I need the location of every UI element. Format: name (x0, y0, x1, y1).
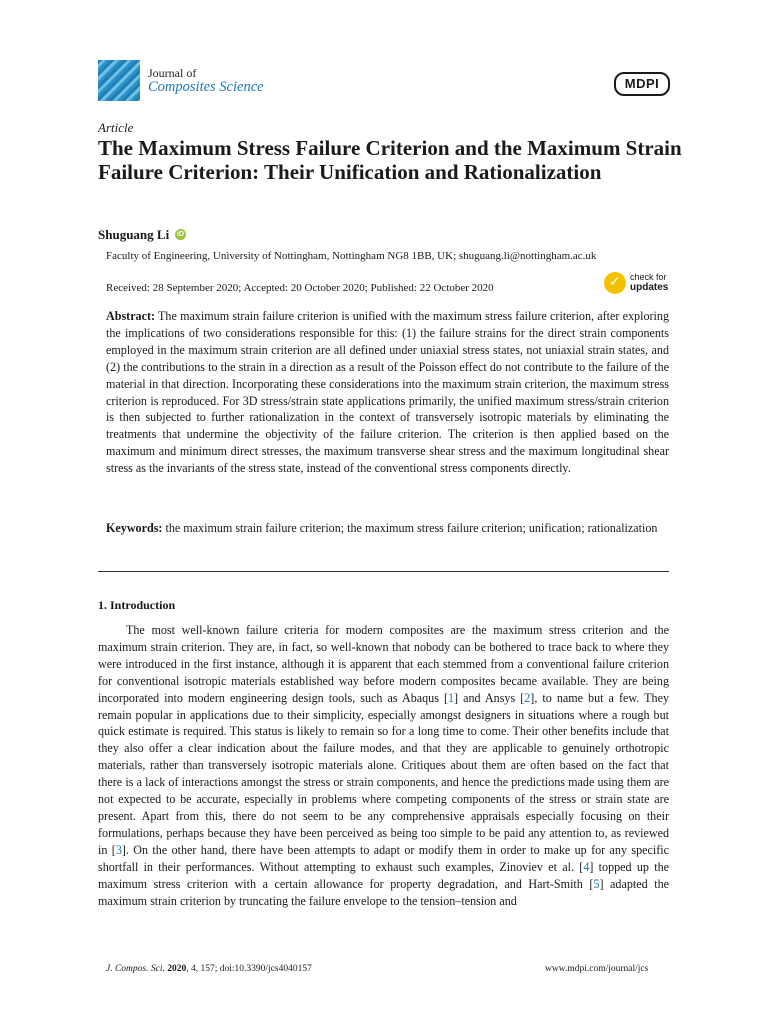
intro-text-1: The most well-known failure criteria for modern composites are the maximum stress criterion and the maximum strain criterion. They are, in fact, so well-known that nobody can be bothered to trace back to where they were introduced in the first instance, although it is apparent that each stemmed from a conventional failure criterion for conventional isotropic materials established way before modern composites became available. They are being incorporated into modern engineering design tools, such as Abaqus [ (98, 623, 669, 705)
checkmark-icon: ✓ (609, 274, 621, 290)
introduction-paragraph (98, 622, 669, 909)
citation-link[interactable]: 3 (115, 842, 122, 857)
article-type: Article (98, 120, 134, 135)
footer-volume-doi: , 4, 157; doi:10.3390/jcs4040157 (186, 964, 312, 974)
keywords-text: the maximum strain failure criterion; the maximum stress failure criterion; unification; rationalization (165, 521, 658, 535)
footer-journal-abbr: J. Compos. Sci. (106, 964, 165, 974)
citation-link[interactable]: 5 (593, 876, 600, 891)
abstract-text: The maximum strain failure criterion is unified with the maximum stress failure criterion, after exploring the implications of two considerations responsible for this: (1) the failure strains for the direct strain components employed in the maximum strain criterion are all defined under uniaxial stress states, not uniaxial strain states, and (2) the contributions to the strain in a direction as a result of the Poisson effect do not contribute to the failure of the material in that direction. Incorporating these considerations into the maximum strain criterion, the maximum stress criterion is reproduced. For 3D stress/strain state applications primarily, the unified maximum stress/strain criterion is then subjected to further rationalization in the context of transversely isotropic materials by eliminating the treatments that undermine the objectivity of the failure criterion. The criterion is then applied based on the maximum and minimum direct stresses, the maximum transverse shear stress and the maximum longitudinal shear stress as the invariants of the stress state, instead of the conventional stress components directly. (106, 309, 669, 476)
citation-link[interactable]: 2 (524, 690, 531, 705)
mdpi-logo: MDPI (614, 72, 670, 96)
intro-text-5: ] topped up the maximum stress criterion with a certain allowance for property degradation, and Hart-Smith [ (98, 859, 669, 891)
footer-citation (106, 964, 312, 974)
abstract (106, 308, 669, 477)
keywords-label: Keywords: (106, 521, 163, 535)
section-heading: 1. Introduction (98, 598, 176, 612)
intro-text-2: ] and Ansys [ (454, 690, 525, 705)
intro-text-6: ] adapted the maximum strain criterion by truncating the failure envelope to the tension–tension and (98, 876, 669, 908)
updates-line1: check for (630, 272, 667, 282)
abstract-label: Abstract: (106, 309, 156, 323)
footer-url[interactable]: www.mdpi.com/journal/jcs (545, 964, 649, 974)
journal-logo (98, 60, 140, 101)
footer-year: 2020 (167, 964, 187, 974)
journal-name: Composites Science (148, 79, 264, 95)
section-divider (98, 571, 669, 572)
article-title: The Maximum Stress Failure Criterion and the Maximum Strain Failure Criterion: Their Unification and Rationalization (98, 136, 682, 184)
affiliation: Faculty of Engineering, University of Nottingham, Nottingham NG8 1BB, UK; shuguang.li@nottingham.ac.uk (106, 250, 597, 262)
publication-dates: Received: 28 September 2020; Accepted: 20 October 2020; Published: 22 October 2020 (106, 282, 494, 294)
keywords (106, 520, 669, 537)
intro-text-4: ]. On the other hand, there have been attempts to adapt or modify them in order to make up for any specific shortfall in their performances. Without attempting to exhaust such examples, Zinoviev et al. [ (98, 842, 669, 874)
updates-line2: updates (630, 282, 669, 293)
citation-link[interactable]: 4 (583, 859, 590, 874)
intro-text-3: ], to name but a few. They remain popular in applications due to their simplicity, especially amongst designers in situations where a rough but quick estimate is required. This status is likely to remain so for a long time to come. Their other benefits include that they also offer a clear indication about the failure modes, and that they are applicable to genuinely orthotropic materials, rather than transversely isotropic materials alone. Critiques about them are often based on the fact that there is a lack of interactions amongst the stress or strain components, and hence the predictions made using them are not expected to be accurate, especially in problems where competing components of the stress or strain state are present. Apart from this, there do not seem to be any comprehensive appraisals especially focusing on their formulations, perhaps because they have been perceived as being too simple to be paid any attention to, as reviewed in [ (98, 690, 669, 857)
author-name[interactable]: Shuguang Li (98, 227, 170, 242)
journal-of-label: Journal of (148, 66, 197, 80)
citation-link[interactable]: 1 (447, 690, 455, 705)
orcid-icon[interactable]: iD (177, 231, 184, 238)
